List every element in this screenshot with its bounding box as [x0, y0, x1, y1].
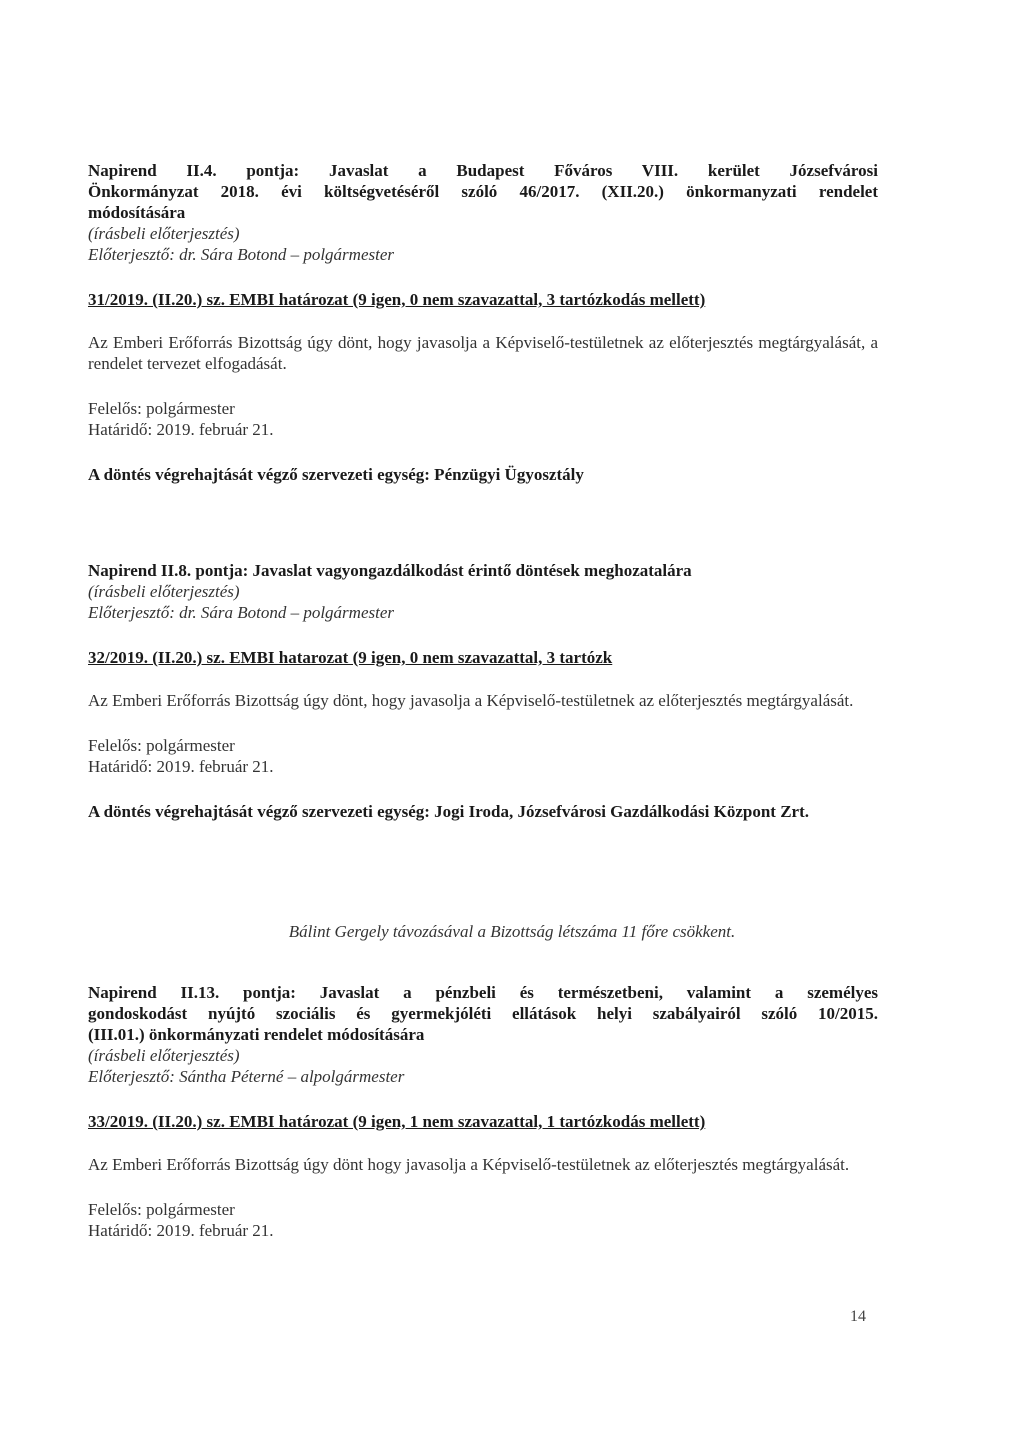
agenda-heading-line: Napirend II.8. pontja: Javaslat vagyongazdálkodást érintő döntések meghozatalára	[88, 561, 692, 580]
agenda-heading-line: Önkormányzat 2018. évi költségvetéséről szóló 46/2017. (XII.20.) önkormanyzati rendelet	[88, 182, 878, 201]
decision-body: Az Emberi Erőforrás Bizottság úgy dönt, hogy javasolja a Képviselő-testületnek az előterjesztés megtárgyalását, a rendelet tervezet elfogadását.	[88, 333, 878, 373]
agenda-heading-line: Napirend II.13. pontja: Javaslat a pénzbeli és természetbeni, valamint a személyes	[88, 983, 878, 1002]
deadline: Határidő: 2019. február 21.	[88, 1221, 274, 1240]
agenda-heading-line: Napirend II.4. pontja: Javaslat a Budapest Főváros VIII. kerület Józsefvárosi	[88, 161, 878, 180]
presenter: Előterjesztő: Sántha Péterné – alpolgármester	[88, 1067, 405, 1086]
deadline: Határidő: 2019. február 21.	[88, 420, 274, 439]
presenter: Előterjesztő: dr. Sára Botond – polgármester	[88, 603, 394, 622]
agenda-heading-line: gondoskodást nyújtó szociális és gyermekjóléti ellátások helyi szabályairól szóló 10/2015.	[88, 1004, 878, 1023]
submission-form: (írásbeli előterjesztés)	[88, 582, 240, 601]
agenda-item-1	[88, 160, 878, 485]
responsible: Felelős: polgármester	[88, 736, 235, 755]
decision-body: Az Emberi Erőforrás Bizottság úgy dönt, hogy javasolja a Képviselő-testületnek az előterjesztés megtárgyalását.	[88, 691, 854, 710]
executor-unit: A döntés végrehajtását végző szervezeti egység: Jogi Iroda, Józsefvárosi Gazdálkodási Központ Zrt.	[88, 802, 809, 821]
executor-unit: A döntés végrehajtását végző szervezeti egység: Pénzügyi Ügyosztály	[88, 465, 584, 484]
responsible: Felelős: polgármester	[88, 399, 235, 418]
page-number: 14	[850, 1308, 866, 1325]
submission-form: (írásbeli előterjesztés)	[88, 224, 240, 243]
submission-form: (írásbeli előterjesztés)	[88, 1046, 240, 1065]
decision-number: 33/2019. (II.20.) sz. EMBI határozat (9 igen, 1 nem szavazattal, 1 tartózkodás mellett)	[88, 1112, 706, 1131]
decision-number: 31/2019. (II.20.) sz. EMBI határozat (9 igen, 0 nem szavazattal, 3 tartózkodás mellett)	[88, 290, 706, 309]
committee-note: Bálint Gergely távozásával a Bizottság létszáma 11 főre csökkent.	[288, 922, 736, 941]
decision-number: 32/2019. (II.20.) sz. EMBI hatarozat (9 igen, 0 nem szavazattal, 3 tartózk	[88, 648, 613, 667]
responsible: Felelős: polgármester	[88, 1200, 235, 1219]
agenda-heading-line: (III.01.) önkormányzati rendelet módosítására	[88, 1025, 425, 1044]
agenda-item-3	[88, 982, 878, 1241]
agenda-heading-line: módosítására	[88, 203, 186, 222]
presenter: Előterjesztő: dr. Sára Botond – polgármester	[88, 245, 394, 264]
agenda-item-2	[88, 560, 878, 822]
decision-body: Az Emberi Erőforrás Bizottság úgy dönt hogy javasolja a Képviselő-testületnek az előterjesztés megtárgyalását.	[88, 1155, 850, 1174]
deadline: Határidő: 2019. február 21.	[88, 757, 274, 776]
